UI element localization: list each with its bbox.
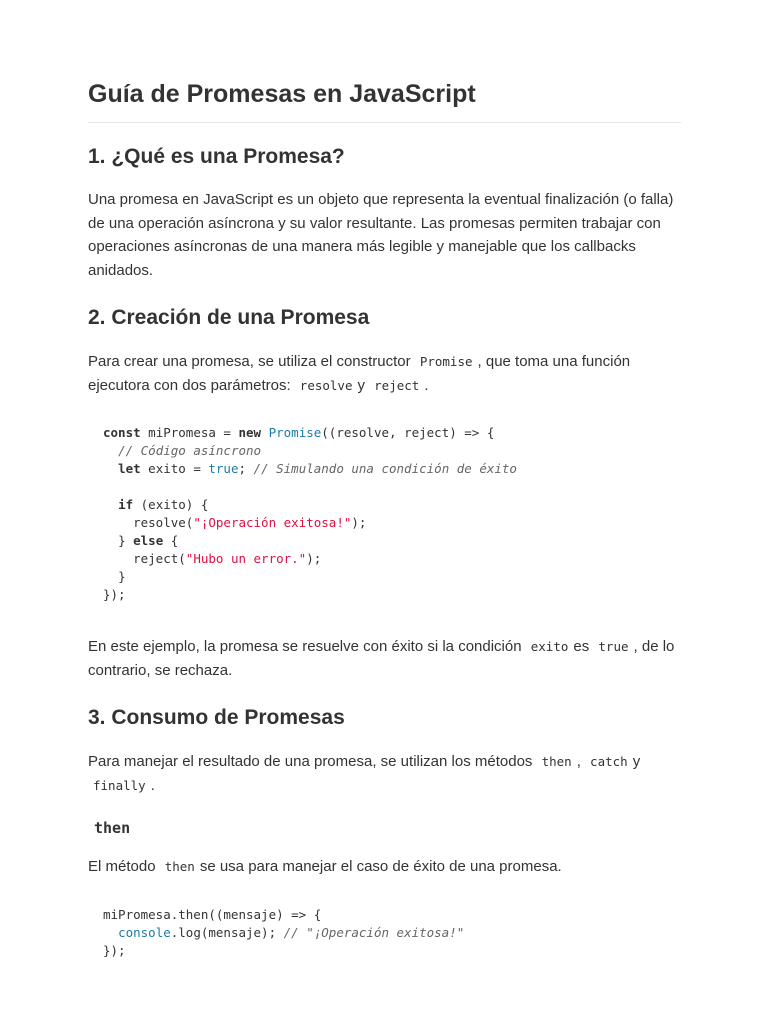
code-token: Promise [268,425,322,440]
code-token: reject( [133,551,186,566]
code-comment: // Simulando una condición de éxito [253,461,517,476]
code-block-then [103,906,464,960]
section-3-intro-text-b: , [576,753,581,770]
code-token: .log(mensaje); [170,925,284,940]
page-title: Guía de Promesas en JavaScript [88,80,476,108]
code-token: ; [238,461,254,476]
section-3-intro-text-d: . [150,776,155,794]
section-1-paragraph: Una promesa en JavaScript es un objeto que representa la eventual finalización (o falla) de una operación asíncrona y su valor resultante. Las promesas permiten trabajar con operaciones asíncronas de una manera más legible y manejable que los callbacks anidados. [88,191,674,279]
code-comment: // "¡Operación exitosa!" [283,925,465,940]
inline-code-catch: catch [590,754,628,769]
section-2-intro-text-c: y [357,376,365,394]
code-token: (exito) { [133,497,209,512]
code-token: exito = [140,461,209,476]
section-3-heading: 3. Consumo de Promesas [88,706,345,729]
code-token: } [118,569,126,584]
code-block-create-promise [103,424,517,604]
section-2-intro-text-d: . [424,376,429,394]
code-token: resolve( [133,515,194,530]
code-token: if [118,497,134,512]
inline-code-promise: Promise [419,354,473,369]
section-3-intro-text-a: Para manejar el resultado de una promesa, se utilizan los métodos [88,753,533,770]
code-token: true [208,461,239,476]
code-token: else [133,533,164,548]
section-2-explanation [88,635,681,682]
section-2-intro [88,350,681,397]
then-subheading: then [94,819,131,837]
code-token: ((resolve, reject) => { [321,425,495,440]
code-token: }); [103,943,126,958]
inline-code-then-method: then [164,859,195,874]
code-token: }); [103,587,126,602]
inline-code-resolve: resolve [299,377,353,393]
code-token: let [118,461,141,476]
section-2-intro-text-a: Para crear una promesa, se utiliza el constructor [88,353,411,370]
section-2-after-text-a: En este ejemplo, la promesa se resuelve con éxito si la condición [88,638,522,655]
section-2-after-text-b: es [573,638,590,655]
inline-code-finally: finally [93,777,146,793]
section-3-intro-text-c: y [632,753,641,770]
section-2-heading: 2. Creación de una Promesa [88,306,370,329]
code-token: console [118,925,171,940]
code-string: "¡Operación exitosa!" [193,515,352,530]
code-token: ); [351,515,367,530]
code-comment: // Código asíncrono [118,443,262,458]
code-token: new [238,425,262,440]
inline-code-true: true [598,639,629,654]
code-token: } [118,533,134,548]
code-token: miPromesa = [140,425,239,440]
then-text-a: El método [88,858,156,875]
code-token: miPromesa.then((mensaje) => { [103,907,322,922]
section-1-heading: 1. ¿Qué es una Promesa? [88,145,345,168]
inline-code-then: then [541,754,572,769]
inline-code-exito: exito [530,639,569,654]
then-paragraph [88,855,681,879]
title-divider [88,122,681,123]
then-text-b: se usa para manejar el caso de éxito de una promesa. [199,858,562,875]
section-2-after-text-c: , de lo contrario, se rechaza. [88,638,675,679]
code-token: ); [306,551,322,566]
code-token: { [163,533,179,548]
code-string: "Hubo un error." [185,551,307,566]
code-token [261,425,269,440]
code-token: const [103,425,141,440]
section-3-intro [88,750,681,797]
code-line-1 [103,425,494,440]
inline-code-reject: reject [374,377,420,393]
section-2-intro-text-b: , que toma una función ejecutora con dos parámetros: [88,353,631,394]
